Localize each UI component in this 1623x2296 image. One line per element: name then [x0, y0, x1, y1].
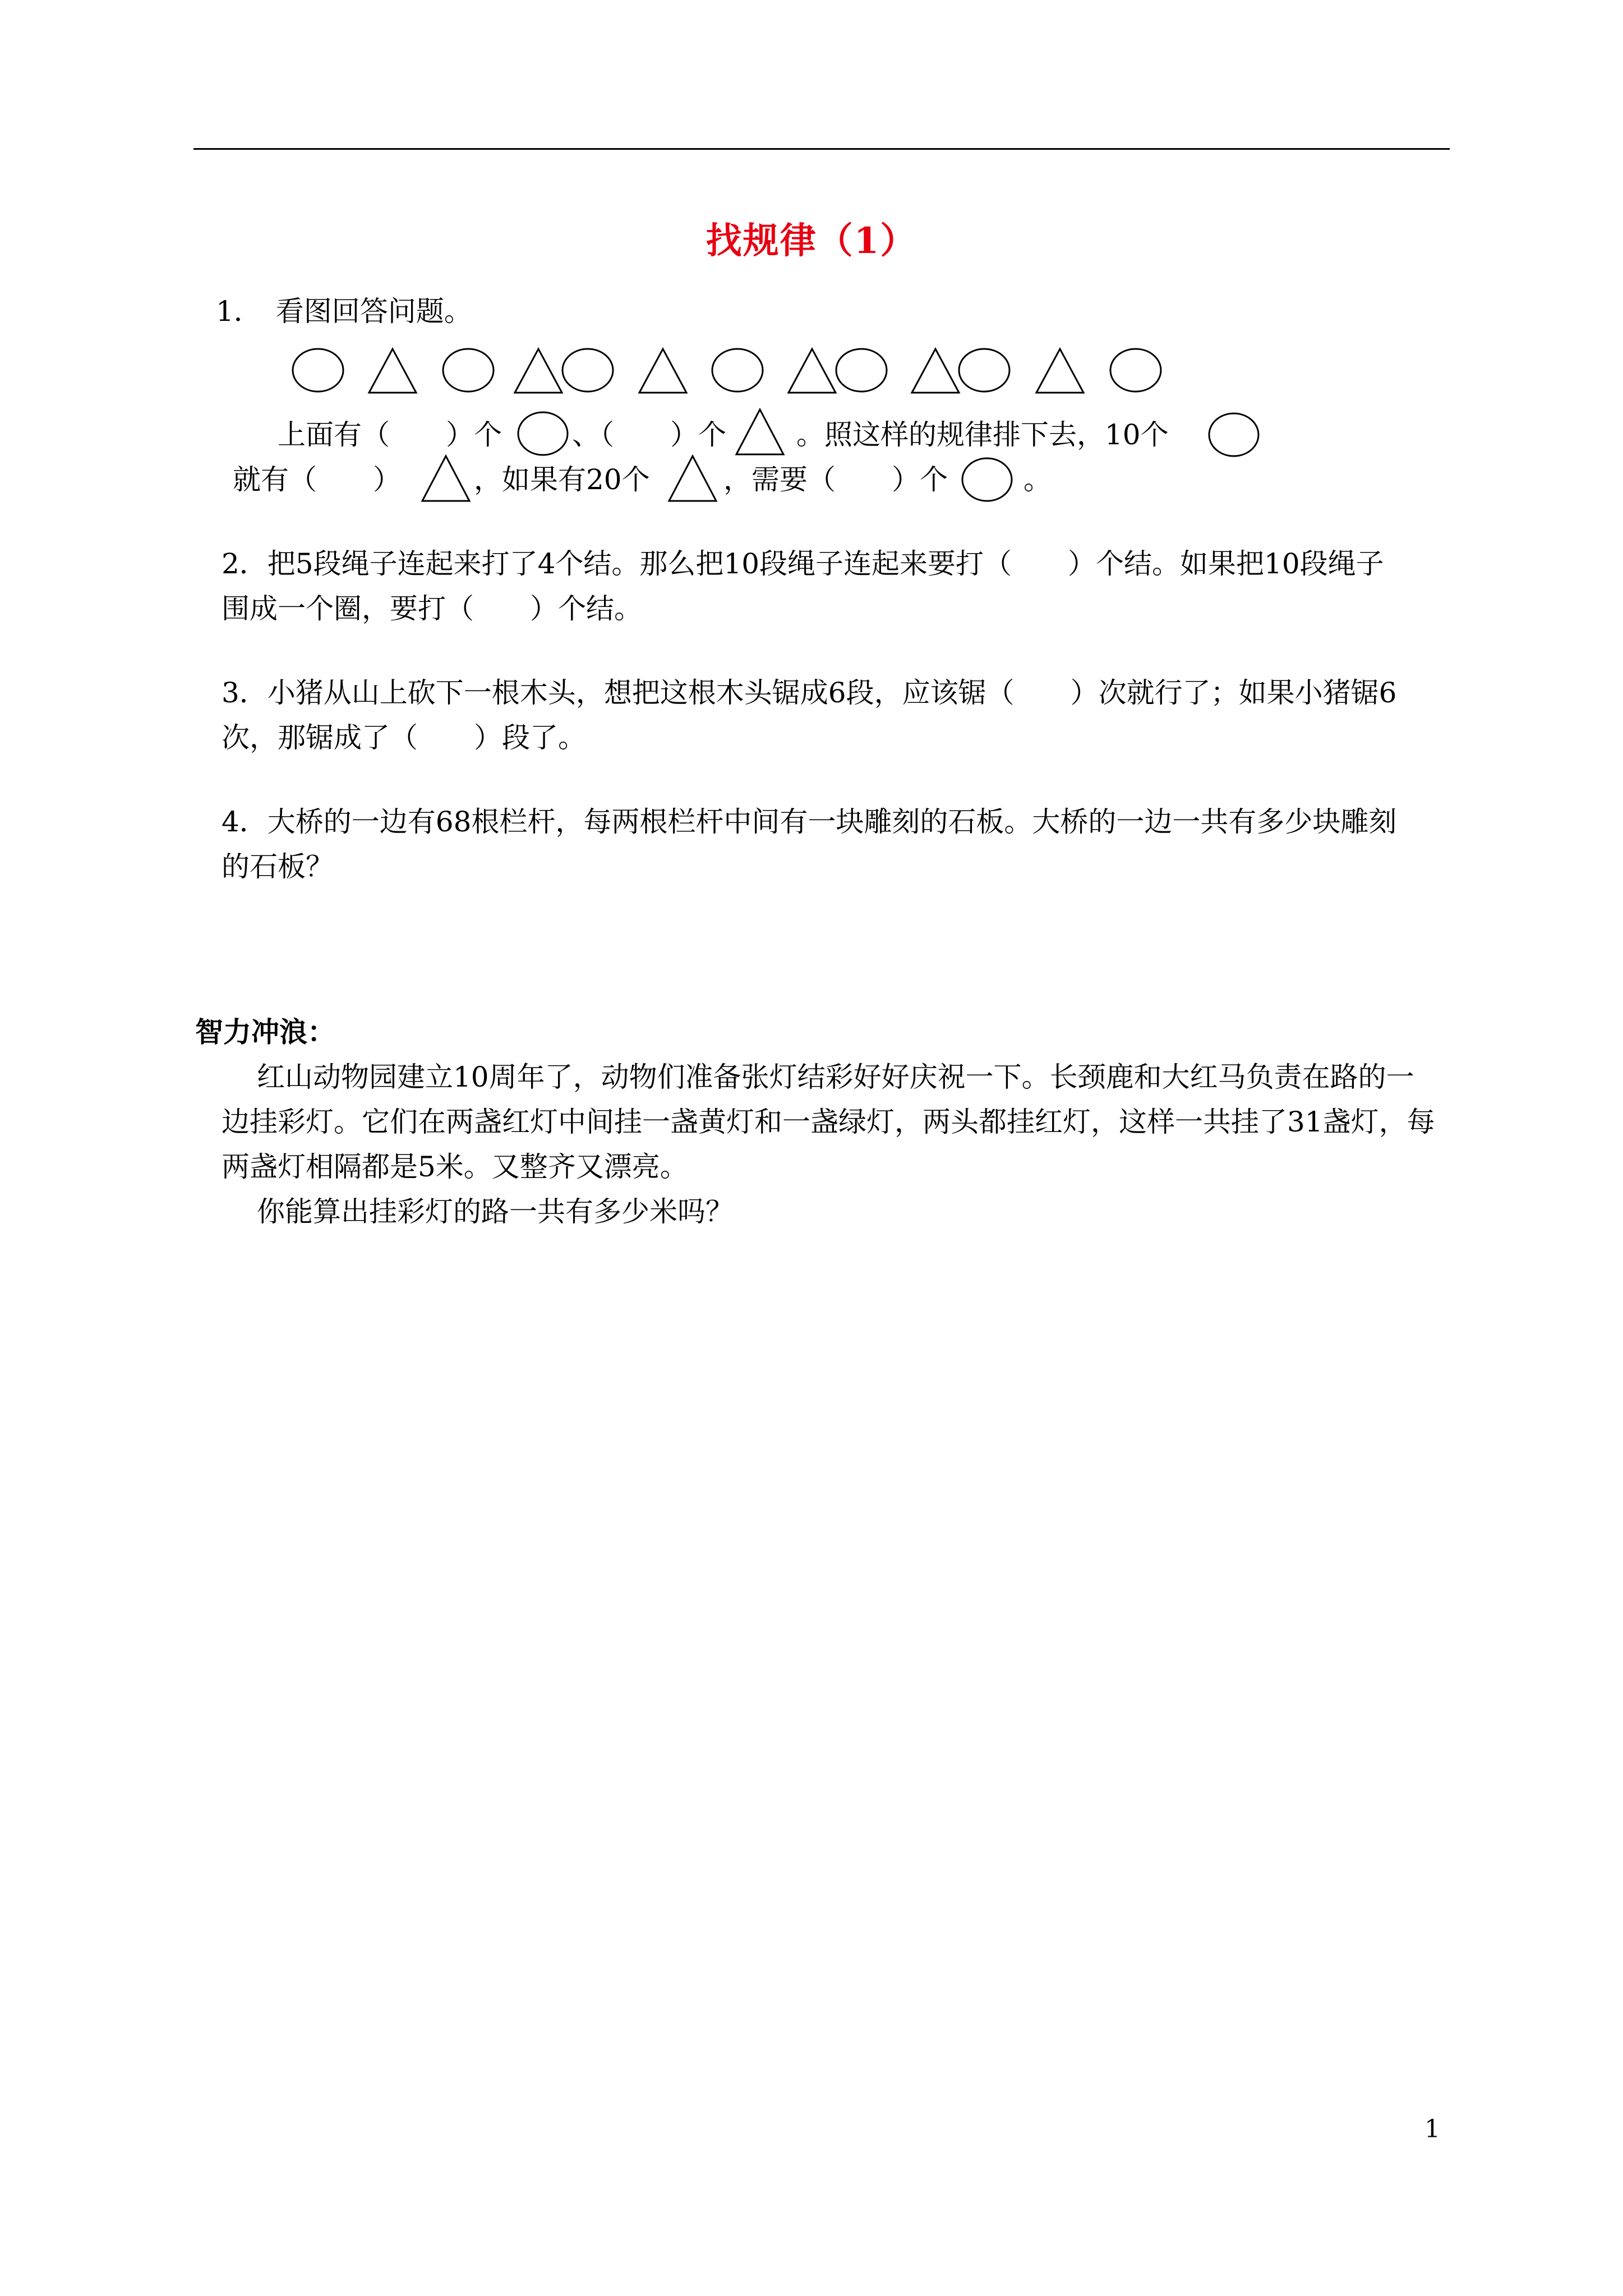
- page-number: 1: [1424, 2115, 1440, 2143]
- circle-icon: [293, 349, 343, 392]
- circle-icon: [1110, 349, 1161, 392]
- q4-line2: 的石板？: [222, 850, 334, 883]
- circle-icon: [562, 349, 613, 392]
- q3-line2: 次，那锯成了（ ）段了。: [222, 721, 586, 754]
- q1-line1-part-a: 上面有（ ）个: [278, 418, 502, 451]
- circle-icon: [443, 349, 494, 392]
- page-title: 找规律（1）: [706, 220, 917, 262]
- triangle-icon: [418, 452, 474, 505]
- q1-line2-part-c: ，需要（ ）个: [723, 463, 948, 496]
- header-rule: [193, 148, 1450, 150]
- bonus-question: 你能算出挂彩灯的路一共有多少米吗？: [257, 1195, 734, 1228]
- q1-line2-part-a: 就有（ ）: [233, 463, 401, 496]
- triangle-icon: [369, 349, 416, 393]
- circle-icon: [712, 349, 763, 392]
- circle-icon: [959, 349, 1009, 392]
- triangle-icon: [515, 349, 562, 393]
- triangle-icon: [639, 349, 686, 393]
- triangle-icon: [789, 349, 836, 393]
- circle-icon: [959, 454, 1015, 505]
- triangle-icon: [665, 452, 721, 505]
- triangle-icon: [912, 349, 959, 393]
- q3-line1: 3．小猪从山上砍下一根木头，想把这根木头锯成6段，应该锯（ ）次就行了；如果小猪锯6: [222, 677, 1397, 709]
- q2-line2: 围成一个圈，要打（ ）个结。: [222, 592, 642, 625]
- bonus-paragraph-line2: 边挂彩灯。它们在两盏红灯中间挂一盏黄灯和一盏绿灯，两头都挂红灯，这样一共挂了31盏灯，每: [222, 1106, 1435, 1138]
- q1-line1-part-c: 。照这样的规律排下去，10个: [796, 418, 1169, 451]
- q1-line1-part-b: 、（ ）个: [572, 418, 726, 451]
- q1-shape-sequence: [280, 339, 1189, 401]
- bonus-paragraph-line1: 红山动物园建立10周年了，动物们准备张灯结彩好好庆祝一下。长颈鹿和大红马负责在路的一: [257, 1061, 1414, 1093]
- circle-icon: [836, 349, 887, 392]
- q1-stem: 1． 看图回答问题。: [216, 295, 472, 328]
- q1-line2-part-d: 。: [1023, 463, 1052, 496]
- circle-icon: [1206, 409, 1262, 460]
- q1-line2-part-b: ，如果有20个: [474, 463, 650, 496]
- triangle-icon: [1036, 349, 1083, 393]
- q2-line1: 2．把5段绳子连起来打了4个结。那么把10段绳子连起来要打（ ）个结。如果把10段绳子: [222, 547, 1384, 580]
- circle-icon: [515, 408, 571, 459]
- triangle-icon: [732, 405, 788, 458]
- bonus-paragraph-line3: 两盏灯相隔都是5米。又整齐又漂亮。: [222, 1151, 688, 1183]
- bonus-heading: 智力冲浪：: [195, 1015, 335, 1048]
- q4-line1: 4．大桥的一边有68根栏杆，每两根栏杆中间有一块雕刻的石板。大桥的一边一共有多少块雕刻: [222, 806, 1397, 838]
